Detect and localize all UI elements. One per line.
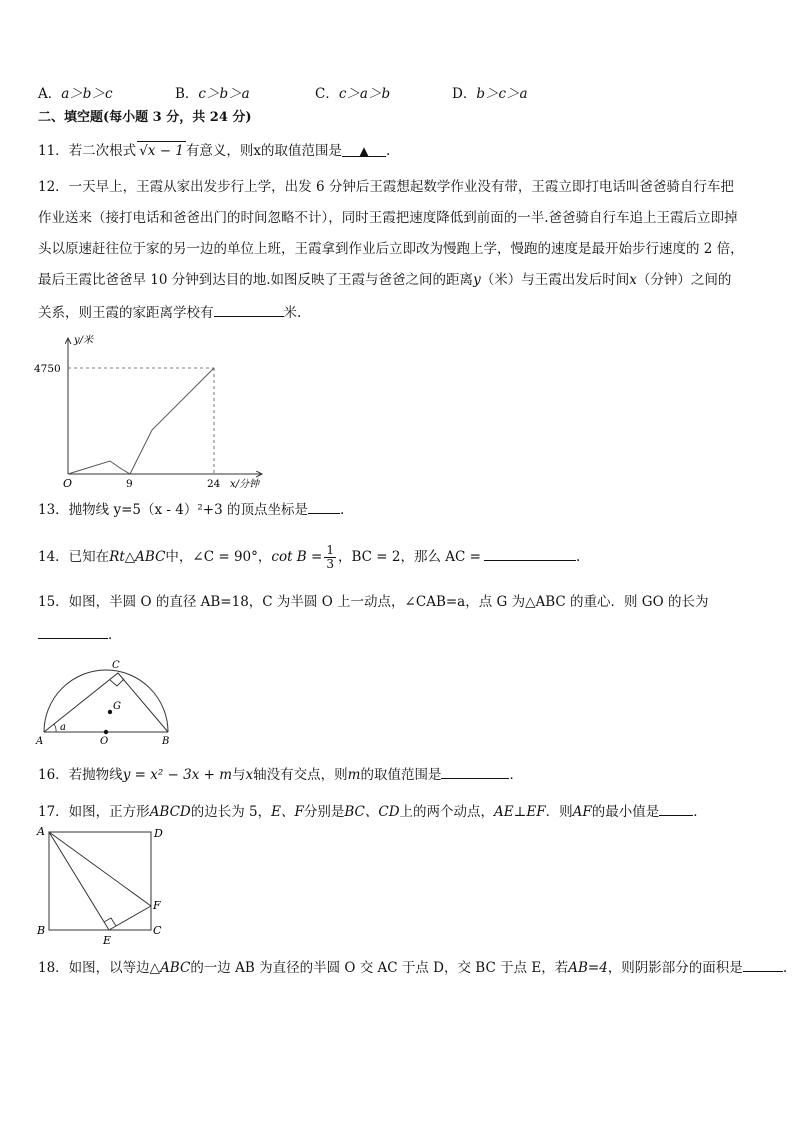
answer-blank xyxy=(743,957,783,972)
denominator: 3 xyxy=(326,557,334,571)
label-c: C xyxy=(153,924,162,937)
q12-line-3: 头以原速赶往位于家的另一边的单位上班，王霞拿到作业后立即改为慢跑上学，慢跑的速度是最开始步行速度的 2 倍， xyxy=(38,241,744,257)
y-axis-label: y/米 xyxy=(74,335,94,346)
q17-text: 17．如图，正方形 xyxy=(38,804,150,820)
q12-text-2: （米）与王霞出发后时间 xyxy=(480,272,630,288)
q13-text: 13．抛物线 y=5（x - 4）²+3 的顶点坐标是 xyxy=(38,502,308,518)
var-y: y xyxy=(473,272,481,288)
option-label: D． xyxy=(452,86,477,102)
x-axis-label: x/分钟 xyxy=(230,479,260,490)
q18-text-3: ，则阴影部分的面积是 xyxy=(607,960,743,976)
segment-af-line xyxy=(49,832,151,906)
question-16 xyxy=(38,764,523,784)
option-label: C． xyxy=(315,86,339,102)
option-expr: b＞c＞a xyxy=(476,86,528,102)
angle-arc xyxy=(54,724,56,732)
origin-label: O xyxy=(63,477,73,490)
var-x: x xyxy=(245,767,254,783)
q12-line-4 xyxy=(38,271,731,289)
q18-text: 18．如图，以等边△ xyxy=(38,960,161,976)
q17-text-3: 分别是 xyxy=(303,804,345,820)
q17-text-2: 的边长为 5， xyxy=(190,804,272,820)
label-d: D xyxy=(154,827,163,840)
label-alpha: a xyxy=(60,722,66,733)
label-a: A xyxy=(37,825,45,838)
period: . xyxy=(386,143,391,159)
option-label: A． xyxy=(38,86,62,102)
question-14 xyxy=(38,544,580,571)
semicircle-figure xyxy=(34,655,184,750)
q11-text: 11．若二次根式 xyxy=(38,143,137,159)
q16-text-3: 轴没有交点，则 xyxy=(253,767,348,783)
label-g: G xyxy=(113,701,121,712)
segment-af: AF xyxy=(572,804,592,820)
period: ． xyxy=(509,767,523,783)
q15-line-1: 15．如图，半圆 O 的直径 AB=18，C 为半圆 O 上一动点，∠CAB=a，点 G 为△ABC 的重心．则 GO 的长为 xyxy=(38,594,709,610)
question-13 xyxy=(38,499,344,519)
answer-blank xyxy=(441,764,509,779)
x-tick-9: 9 xyxy=(126,478,133,490)
q14-text: 14．已知在 xyxy=(38,549,110,565)
answer-blank xyxy=(308,499,340,514)
label-o: O xyxy=(100,736,109,747)
segment-ef xyxy=(109,906,151,930)
question-18 xyxy=(38,957,787,977)
var-m: m xyxy=(347,767,361,783)
q17-text-5: ．则 xyxy=(545,804,573,820)
answer-blank xyxy=(342,142,386,157)
graph-line xyxy=(68,368,214,474)
x-tick-24: 24 xyxy=(207,478,221,490)
y-tick-label: 4750 xyxy=(34,363,61,375)
sides: BC、CD xyxy=(344,804,400,820)
point-g xyxy=(108,710,112,714)
q15-line-2 xyxy=(38,624,122,644)
q12-text-2: 米. xyxy=(283,305,302,321)
period: . xyxy=(782,960,788,976)
q12-text: 最后王霞比爸爸早 10 分钟到达目的地.如图反映了王霞与爸爸之间的距离 xyxy=(38,272,474,288)
period: ． xyxy=(108,627,122,643)
period: ． xyxy=(693,804,707,820)
answer-blank xyxy=(484,546,576,561)
q16-text-2: 与 xyxy=(232,767,246,783)
q18-text-2: 的一边 AB 为直径的半圆 O 交 AC 于点 D，交 BC 于点 E，若 xyxy=(190,960,569,976)
label-c: C xyxy=(112,660,120,671)
option-expr: c＞b＞a xyxy=(198,86,250,102)
parabola-expression: y = x² − 3x + m xyxy=(122,767,233,783)
square-figure xyxy=(34,822,174,946)
radicand: x − 1 xyxy=(147,143,184,159)
q11-text-2: 有意义，则x的取值范围是 xyxy=(185,143,343,159)
var-x: x xyxy=(629,272,637,288)
section-title: 二、填空题(每小题 3 分，共 24 分) xyxy=(38,110,252,125)
q17-text-6: 的最小值是 xyxy=(591,804,660,820)
distance-time-graph xyxy=(30,332,280,492)
q12-line-1: 12．一天早上，王霞从家出发步行上学，出发 6 分钟后王霞想起数学作业没有带，王霞立即打电话叫爸爸骑自行车把 xyxy=(38,179,734,195)
period: . xyxy=(575,549,581,565)
answer-blank xyxy=(214,302,284,317)
option-expr: a＞b＞c xyxy=(61,86,113,102)
q16-text-4: 的取值范围是 xyxy=(360,767,442,783)
label-b: B xyxy=(162,736,170,747)
label-b: B xyxy=(37,924,46,937)
perp-condition: AE⊥EF xyxy=(494,804,546,820)
option-label: B． xyxy=(175,86,199,102)
q16-text: 16．若抛物线 xyxy=(38,767,123,783)
label-f: F xyxy=(153,899,161,912)
q10-option-b xyxy=(175,82,250,102)
cot-expression: cot B = xyxy=(271,549,323,565)
right-angle-mark xyxy=(110,679,124,686)
fraction xyxy=(324,544,336,571)
option-expr: c＞a＞b xyxy=(338,86,391,102)
ab-length: AB=4 xyxy=(568,960,608,976)
question-11 xyxy=(38,141,390,160)
q12-line-5 xyxy=(38,302,301,322)
triangle-name: Rt△ABC xyxy=(109,549,166,565)
q10-option-d xyxy=(452,82,528,102)
q12-text-3: （分钟）之间的 xyxy=(636,272,732,288)
square-name: ABCD xyxy=(149,804,191,820)
segment-ae xyxy=(49,832,109,930)
q10-option-c xyxy=(315,82,390,102)
sqrt-expression: √x − 1 xyxy=(139,143,184,159)
period: . xyxy=(339,502,345,518)
label-e: E xyxy=(103,934,112,946)
label-a: A xyxy=(36,736,44,747)
points-ef: E、F xyxy=(271,804,304,820)
question-17 xyxy=(38,801,707,821)
q10-option-a xyxy=(38,82,113,102)
numerator: 1 xyxy=(326,543,334,557)
q14-text-2: 中，∠C = 90°， xyxy=(165,549,272,565)
point-o xyxy=(104,730,108,734)
q12-line-2: 作业送来（接打电话和爸爸出门的时间忽略不计），同时王霞把速度降低到前面的一半.爸爸骑自行车追上王霞后立即掉 xyxy=(38,210,738,226)
answer-blank xyxy=(38,624,108,639)
q14-text-3: ，BC = 2，那么 AC = xyxy=(337,549,481,565)
answer-blank xyxy=(659,801,693,816)
q12-text: 关系，则王霞的家距离学校有 xyxy=(38,305,214,321)
triangle-name: ABC xyxy=(160,960,191,976)
q17-text-4: 上的两个动点， xyxy=(399,804,495,820)
answer-mark-icon: ▲ xyxy=(359,144,369,158)
